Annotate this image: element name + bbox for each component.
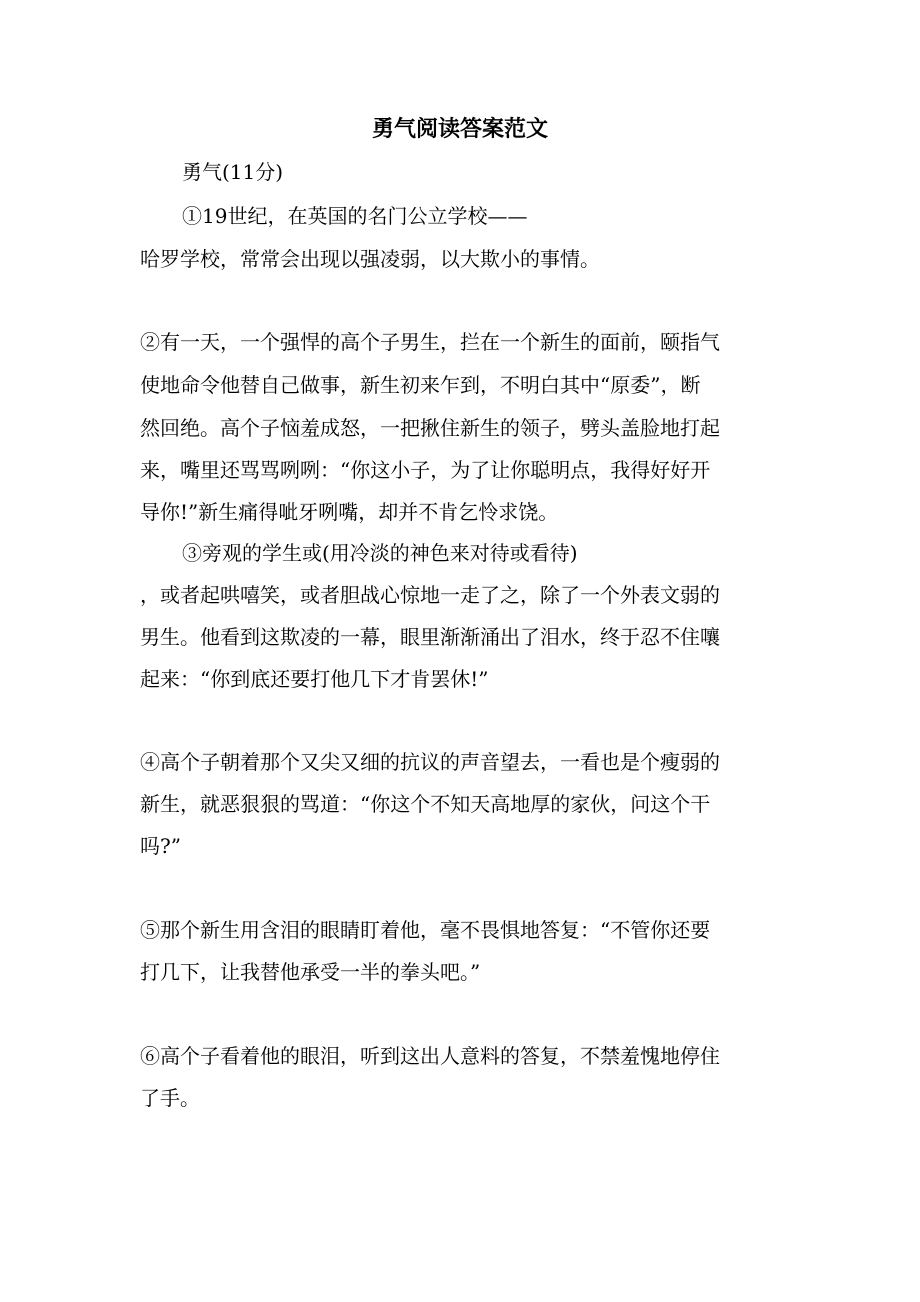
paragraph-3-line-1: ③旁观的学生或(用冷淡的神色来对待或看待) bbox=[182, 541, 578, 565]
document-title: 勇气阅读答案范文 bbox=[371, 116, 548, 142]
paragraph-2-line-5: 导你!”新生痛得呲牙咧嘴，却并不肯乞怜求饶。 bbox=[140, 500, 559, 524]
paragraph-2-line-3: 然回绝。高个子恼羞成怒，一把揪住新生的领子，劈头盖脸地打起 bbox=[140, 416, 720, 440]
paragraph-6-line-2: 了手。 bbox=[140, 1086, 200, 1110]
paragraph-2-line-1: ②有一天，一个强悍的高个子男生，拦在一个新生的面前，颐指气 bbox=[140, 330, 720, 354]
paragraph-3-line-4: 起来：“你到底还要打他几下才肯罢休!” bbox=[140, 667, 489, 691]
paragraph-1-line-1: ①19世纪，在英国的名门公立学校—— bbox=[182, 204, 528, 228]
paragraph-2-line-2: 使地命令他替自己做事，新生初来乍到，不明白其中“原委”，断 bbox=[140, 373, 701, 397]
paragraph-5-line-1: ⑤那个新生用含泪的眼睛盯着他，毫不畏惧地答复：“不管你还要 bbox=[140, 918, 711, 942]
paragraph-3-line-3: 男生。他看到这欺凌的一幕，眼里渐渐涌出了泪水，终于忍不住嚷 bbox=[140, 625, 720, 649]
paragraph-1-line-2: 哈罗学校，常常会出现以强凌弱，以大欺小的事情。 bbox=[140, 247, 600, 271]
paragraph-4-line-1: ④高个子朝着那个又尖又细的抗议的声音望去，一看也是个瘦弱的 bbox=[140, 750, 720, 774]
paragraph-4-line-3: 吗?” bbox=[140, 834, 181, 858]
paragraph-4-line-2: 新生，就恶狠狠的骂道：“你这个不知天高地厚的家伙，问这个干 bbox=[140, 792, 711, 816]
paragraph-5-line-2: 打几下，让我替他承受一半的拳头吧。” bbox=[140, 960, 481, 984]
subtitle-line: 勇气(11分) bbox=[182, 160, 284, 184]
paragraph-6-line-1: ⑥高个子看着他的眼泪，听到这出人意料的答复，不禁羞愧地停住 bbox=[140, 1044, 720, 1068]
paragraph-3-line-2: ，或者起哄嘻笑，或者胆战心惊地一走了之，除了一个外表文弱的 bbox=[140, 583, 720, 607]
paragraph-2-line-4: 来，嘴里还骂骂咧咧：“你这小子，为了让你聪明点，我得好好开 bbox=[140, 458, 711, 482]
